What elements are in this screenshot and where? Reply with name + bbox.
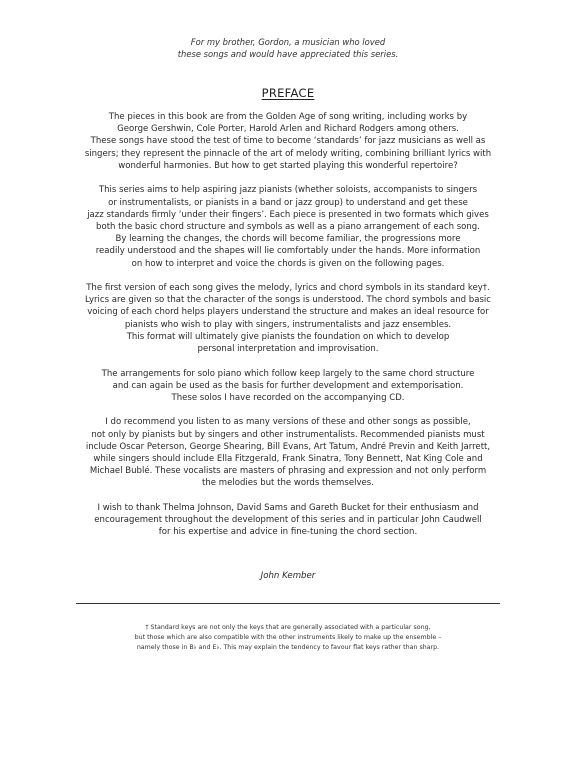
text-line: I wish to thank Thelma Johnson, David Sams and Gareth Bucket for their enthusiasm and <box>97 502 479 513</box>
text-line: pianists who wish to play with singers, instrumentalists and jazz ensembles. <box>124 319 452 330</box>
paragraph-acknowledgements <box>40 502 536 539</box>
text-line: The arrangements for solo piano which follow keep largely to the same chord structure <box>101 368 475 379</box>
text-line: These solos I have recorded on the accompanying CD. <box>171 392 405 403</box>
footnote-divider <box>76 603 500 604</box>
paragraph-series-aims <box>40 184 536 269</box>
text-line: and can again be used as the basis for further development and extemporisation. <box>112 380 464 391</box>
text-line: both the basic chord structure and symbols as well as a piano arrangement of each song. <box>96 221 480 232</box>
dedication-line: these songs and would have appreciated this series. <box>177 49 399 59</box>
dedication <box>0 36 576 60</box>
paragraph-intro <box>40 111 536 172</box>
text-line: readily understood and the shapes will lie comfortably under the hands. More information <box>95 246 481 257</box>
text-line: George Gershwin, Cole Porter, Harold Arlen and Richard Rodgers among others. <box>117 124 459 135</box>
footnote-line: namely those in B♭ and E♭. This may explain the tendency to favour flat keys rather than sharp. <box>136 644 440 651</box>
text-line: not only by pianists but by singers and other instrumentalists. Recommended pianists must <box>91 429 485 440</box>
author-signature: John Kember <box>260 571 316 581</box>
text-line: for his expertise and advice in fine-tuning the chord section. <box>158 527 418 538</box>
dedication-line: For my brother, Gordon, a musician who loved <box>190 37 386 47</box>
text-line: By learning the changes, the chords will become familiar, the progressions more <box>115 234 461 245</box>
text-line: while singers should include Ella Fitzgerald, Frank Sinatra, Tony Bennett, Nat King Cole and <box>93 454 483 465</box>
paragraph-arrangements <box>40 368 536 405</box>
preface-body <box>40 111 536 551</box>
page-title: PREFACE <box>261 86 315 100</box>
text-line: I do recommend you listen to as many versions of these and other songs as possible, <box>105 417 471 428</box>
paragraph-first-version <box>40 282 536 355</box>
text-line: Michael Bublé. These vocalists are masters of phrasing and expression and not only perform <box>89 466 487 477</box>
text-line: the melodies but the words themselves. <box>202 478 374 489</box>
text-line: or instrumentalists, or pianists in a band or jazz group) to understand and get these <box>108 197 468 208</box>
paragraph-recommendations <box>40 416 536 489</box>
text-line: personal interpretation and improvisation. <box>197 344 379 355</box>
text-line: voicing of each chord helps players understand the structure and makes an ideal resource for <box>87 307 489 318</box>
text-line: This format will ultimately give pianists the foundation on which to develop <box>126 331 450 342</box>
text-line: on how to interpret and voice the chords is given on the following pages. <box>131 258 445 269</box>
text-line: This series aims to help aspiring jazz pianists (whether soloists, accompanists to singers <box>98 185 478 196</box>
text-line: The first version of each song gives the melody, lyrics and chord symbols in its standard key†. <box>86 283 490 294</box>
text-line: singers; they represent the pinnacle of the art of melody writing, combining brilliant lyrics with <box>84 148 492 159</box>
text-line: The pieces in this book are from the Golden Age of song writing, including works by <box>108 112 468 122</box>
text-line: include Oscar Peterson, George Shearing, Bill Evans, Art Tatum, André Previn and Keith Jarrett, <box>85 441 491 452</box>
text-line: encouragement throughout the development of this series and in particular John Caudwell <box>94 515 482 526</box>
footnote-line: but those which are also compatible with the other instruments likely to make up the ensemble – <box>134 634 442 641</box>
text-line: jazz standards firmly ‘under their fingers’. Each piece is presented in two formats which gives <box>87 209 489 220</box>
text-line: Lyrics are given so that the character of the songs is understood. The chord symbols and basic <box>84 295 491 306</box>
footnote-line: † Standard keys are not only the keys that are generally associated with a particular song, <box>145 624 431 631</box>
footnote <box>0 623 576 653</box>
text-line: wonderful harmonies. But how to get started playing this wonderful repertoire? <box>118 160 458 171</box>
text-line: These songs have stood the test of time to become ‘standards’ for jazz musicians as well as <box>90 136 486 147</box>
